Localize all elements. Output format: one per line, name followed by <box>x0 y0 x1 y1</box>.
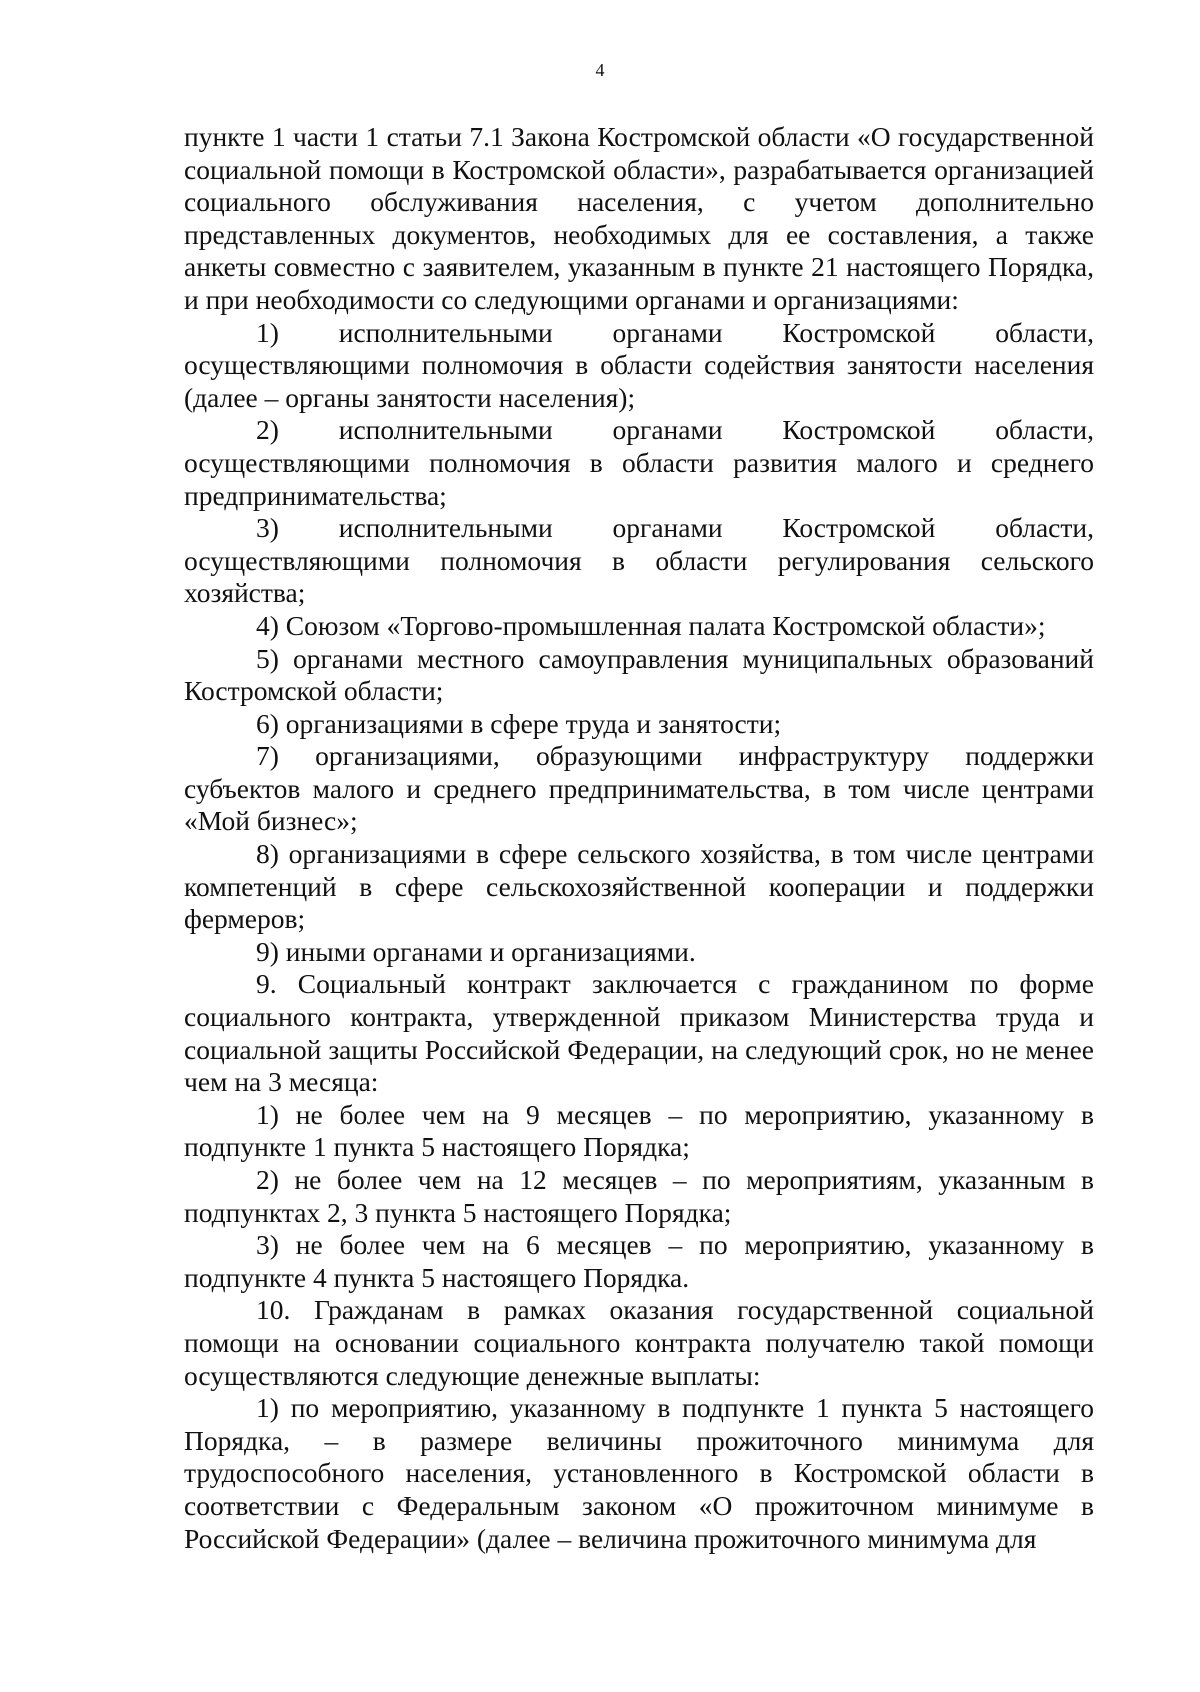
paragraph: 5) органами местного самоуправления муниципальных образований Костромской области; <box>184 642 1094 707</box>
paragraph: 2) исполнительными органами Костромской области, осуществляющими полномочия в области развития малого и среднего предпринимательства; <box>184 414 1094 511</box>
paragraph: 3) исполнительными органами Костромской области, осуществляющими полномочия в области регулирования сельского хозяйства; <box>184 512 1094 609</box>
paragraph: 10. Гражданам в рамках оказания государственной социальной помощи на основании социального контракта получателю такой помощи осуществляются следующие денежные выплаты: <box>184 1294 1094 1391</box>
paragraph: 8) организациями в сфере сельского хозяйства, в том числе центрами компетенций в сфере сельскохозяйственной кооперации и поддержки фермеров; <box>184 838 1094 935</box>
paragraph: 1) исполнительными органами Костромской области, осуществляющими полномочия в области содействия занятости населения (далее – органы занятости населения); <box>184 316 1094 413</box>
paragraph: 7) организациями, образующими инфраструктуру поддержки субъектов малого и среднего предпринимательства, в том числе центрами «Мой бизнес»; <box>184 740 1094 837</box>
paragraph: 4) Союзом «Торгово-промышленная палата Костромской области»; <box>256 609 1046 641</box>
paragraph: 1) не более чем на 9 месяцев – по мероприятию, указанному в подпункте 1 пункта 5 настоящего Порядка; <box>184 1098 1094 1163</box>
paragraph: пункте 1 части 1 статьи 7.1 Закона Костромской области «О государственной социальной помощи в Костромской области», разрабатывается организацией социального обслуживания населения, с учетом дополнительно представленных документов, необходимых для ее составления, а также анкеты совместно с заявителем, указанным в пункте 21 настоящего Порядка, и при необходимости со следующими органами и организациями: <box>184 121 1094 315</box>
document-body <box>184 121 1094 1555</box>
paragraph: 9. Социальный контракт заключается с гражданином по форме социального контракта, утвержденной приказом Министерства труда и социальной защиты Российской Федерации, на следующий срок, но не менее чем на 3 месяца: <box>184 968 1094 1098</box>
paragraph: 6) организациями в сфере труда и занятости; <box>256 707 782 739</box>
paragraph: 2) не более чем на 12 месяцев – по мероприятиям, указанным в подпунктах 2, 3 пункта 5 настоящего Порядка; <box>184 1164 1094 1228</box>
page-number: 4 <box>595 60 605 80</box>
paragraph: 1) по мероприятию, указанному в подпункте 1 пункта 5 настоящего Порядка, – в размере величины прожиточного минимума для трудоспособного населения, установленного в Костромской области в соответствии с Федеральным законом «О прожиточном минимуме в Российской Федерации» (далее – величина прожиточного минимума для <box>184 1392 1094 1554</box>
paragraph: 9) иными органами и организациями. <box>256 935 696 967</box>
paragraph: 3) не более чем на 6 месяцев – по мероприятию, указанному в подпункте 4 пункта 5 настоящего Порядка. <box>184 1229 1094 1293</box>
